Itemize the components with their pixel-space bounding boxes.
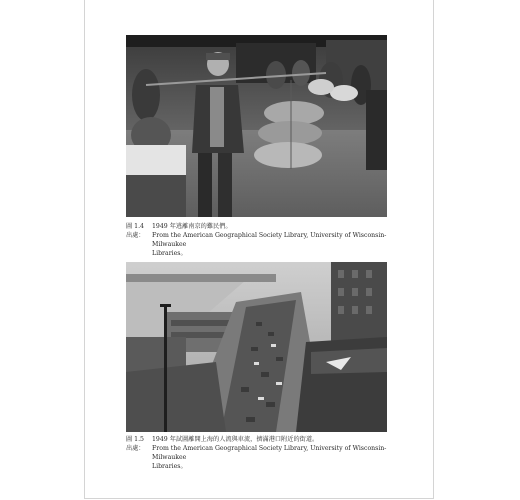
- figure-caption-1-4: [126, 222, 391, 258]
- source-label: 出處：: [126, 445, 145, 452]
- figure-caption-text: 1949 年逃離南京的難民們。: [152, 223, 232, 230]
- figure-caption-1-5: [126, 435, 391, 471]
- figure-caption-text: 1949 年試圖離開上海的人流與車流，擠滿港口附近的街道。: [152, 436, 319, 443]
- refugees-photo: [126, 35, 387, 217]
- book-page: [84, 0, 434, 499]
- source-text: From the American Geographical Society Library, University of Wisconsin-Milwaukee: [152, 445, 387, 461]
- source-text-continued: Libraries。: [152, 250, 187, 257]
- source-text-continued: Libraries。: [152, 463, 187, 470]
- shanghai-street-photo: [126, 262, 387, 432]
- figure-label: 圖 1.5: [126, 436, 144, 443]
- shanghai-street-photo-image: [126, 262, 387, 432]
- source-label: 出處：: [126, 232, 145, 239]
- source-text: From the American Geographical Society Library, University of Wisconsin-Milwaukee: [152, 232, 387, 248]
- refugees-photo-image: [126, 35, 387, 217]
- figure-label: 圖 1.4: [126, 223, 144, 230]
